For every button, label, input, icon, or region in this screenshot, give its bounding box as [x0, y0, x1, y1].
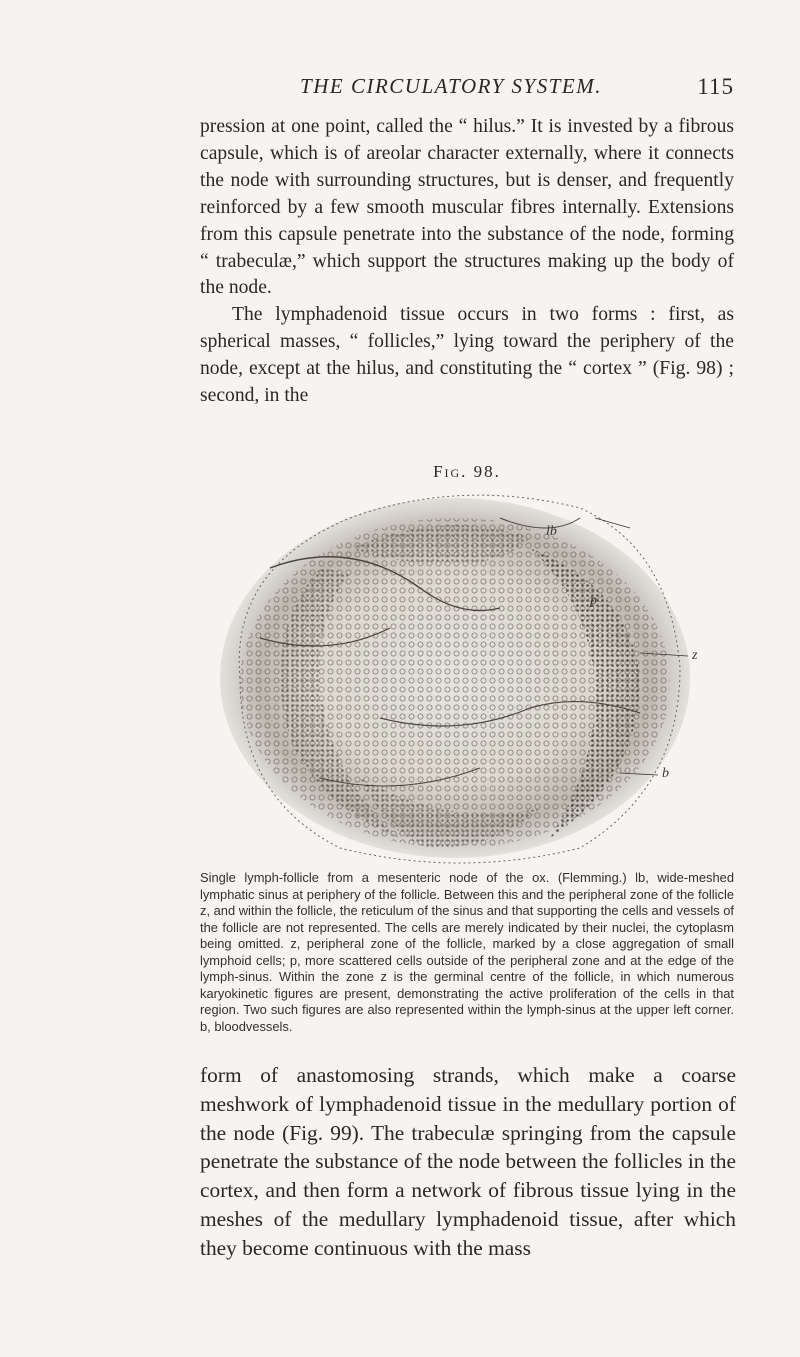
page-header	[228, 74, 734, 102]
page-number: 115	[697, 74, 734, 99]
paragraph-medullary: form of anastomosing strands, which make a coarse meshwork of lymphadenoid tissue in the medullary portion of the node (Fig. 99). The trabeculæ springing from the capsule penetrate the substance of the node between the follicles in the cortex, and then form a network of fibrous tissue lying in the meshes of the medullary lymphadenoid tissue, after which they become continuous with the mass	[200, 1063, 736, 1260]
paragraph-lymphadenoid: The lymphadenoid tissue occurs in two forms : first, as spherical masses, “ follicles,” lying toward the periphery of the node, except at the hilus, and constituting the “ cortex ” (Fig. 98) ; second, in the	[200, 304, 734, 407]
label-p: p	[590, 593, 597, 608]
paragraph-hilus: pression at one point, called the “ hilus.” It is invested by a fibrous capsule, which is of areolar character externally, where it connects the node with surrounding structures, but is denser, and frequently reinforced by a few smooth muscular fibres internally. Extensions from this capsule penetrate into the substance of the node, forming “ trabeculæ,” which support the structures making up the body of the node.	[200, 116, 734, 299]
figure-label: Fig. 98.	[433, 462, 501, 481]
running-head: THE CIRCULATORY SYSTEM.	[300, 74, 602, 98]
follicle-drawing	[200, 478, 734, 878]
body-text-bottom	[200, 1061, 736, 1263]
caption-text: Single lymph-follicle from a mesenteric node of the ox. (Flemming.) lb, wide-meshed lymphatic sinus at periphery of the follicle. Between this and the peripheral zone of the follicle z, and within the follicle, the reticulum of the sinus and that supporting the cells and vessels of the follicle are not represented. The cells are merely indicated by their nuclei, the cytoplasm being omitted. z, peripheral zone of the follicle, marked by a close aggregation of small lymphoid cells; p, more scattered cells outside of the peripheral zone and at the edge of the lymph-sinus. Within the zone z is the germinal centre of the follicle, in which numerous karyokinetic figures are present, demonstrating the active proliferation of the cells in that region. Two such figures are also represented within the lymph-sinus at the upper left corner. b, bloodvessels.	[200, 870, 734, 1034]
body-text-top	[200, 114, 734, 410]
label-lb: lb	[546, 524, 557, 539]
figure-caption	[200, 870, 734, 1035]
lymph-follicle-illustration	[200, 478, 734, 878]
label-z: z	[692, 648, 698, 663]
label-b: b	[662, 766, 669, 781]
